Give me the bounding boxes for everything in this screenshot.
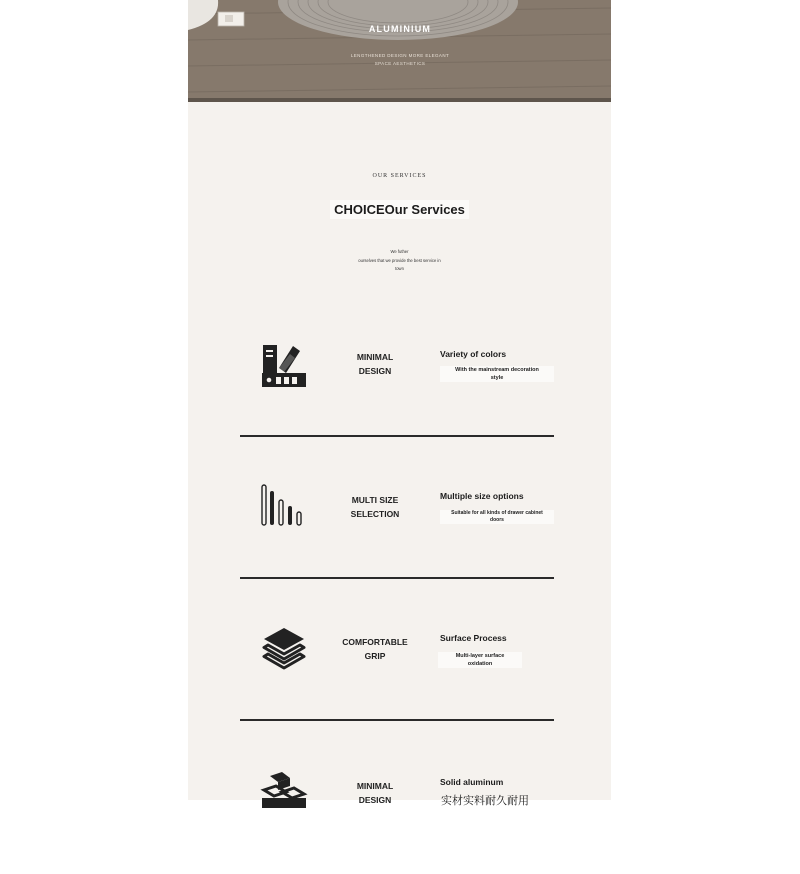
feature-label-line: GRIP [364,651,386,661]
size-bars-icon [260,482,308,530]
feature-label-line: MINIMAL [356,352,394,362]
divider [240,577,554,579]
divider [240,719,554,721]
feature-description [440,510,554,524]
feature-title: Variety of colors [440,349,507,359]
feature-description-line: doors [490,517,504,523]
feature-label-line: MULTI SIZE [351,495,399,505]
feature-description-line: oxidation [467,661,493,667]
color-swatch-icon [260,342,308,390]
feature-label-line: DESIGN [358,366,392,376]
section-intro [318,248,481,274]
layers-icon [260,624,308,672]
feature-description-line: With the mainstream decoration [455,367,539,373]
product-page [188,0,611,807]
feature-row [188,764,611,874]
feature-label-line: MINIMAL [356,781,394,791]
intro-line: ourselves that we provide the best service in [358,257,441,263]
intro-line: We futher [390,249,409,254]
aluminum-ingot-icon [260,770,308,818]
feature-label [328,779,422,807]
feature-label [328,350,422,378]
section-heading-text: CHOICEOur Services [330,200,469,219]
section-heading [188,202,611,217]
hero-banner [188,0,611,102]
feature-title: Solid aluminum [440,777,504,787]
feature-description-line: Multi-layer surface [455,653,505,659]
hero-photo [188,0,611,102]
section-eyebrow: OUR SERVICES [372,173,427,179]
feature-title: Surface Process [440,633,507,643]
hero-subtitle-line: SPACE AESTHETICS [374,61,426,66]
feature-description [438,652,522,668]
feature-label-line: COMFORTABLE [342,637,408,647]
feature-label [328,635,422,663]
feature-row [188,480,611,590]
feature-row [188,338,611,448]
feature-label-line: SELECTION [350,509,400,519]
feature-label [328,493,422,521]
feature-description [440,794,530,808]
feature-title: Multiple size options [440,491,524,501]
hero-subtitle [328,52,472,68]
feature-description [440,366,554,382]
hero-title: ALUMINIUM [368,24,432,34]
feature-description-line: Suitable for all kinds of drawer cabinet [451,510,543,516]
feature-description-line: 实材实料耐久耐用 [441,795,529,807]
feature-description-line: style [490,375,504,381]
hero-subtitle-line: LENGTHENED DESIGN MORE ELEGANT [350,53,450,58]
intro-line: town [395,266,404,271]
feature-label-line: DESIGN [358,795,392,805]
feature-row [188,622,611,732]
divider [240,435,554,437]
